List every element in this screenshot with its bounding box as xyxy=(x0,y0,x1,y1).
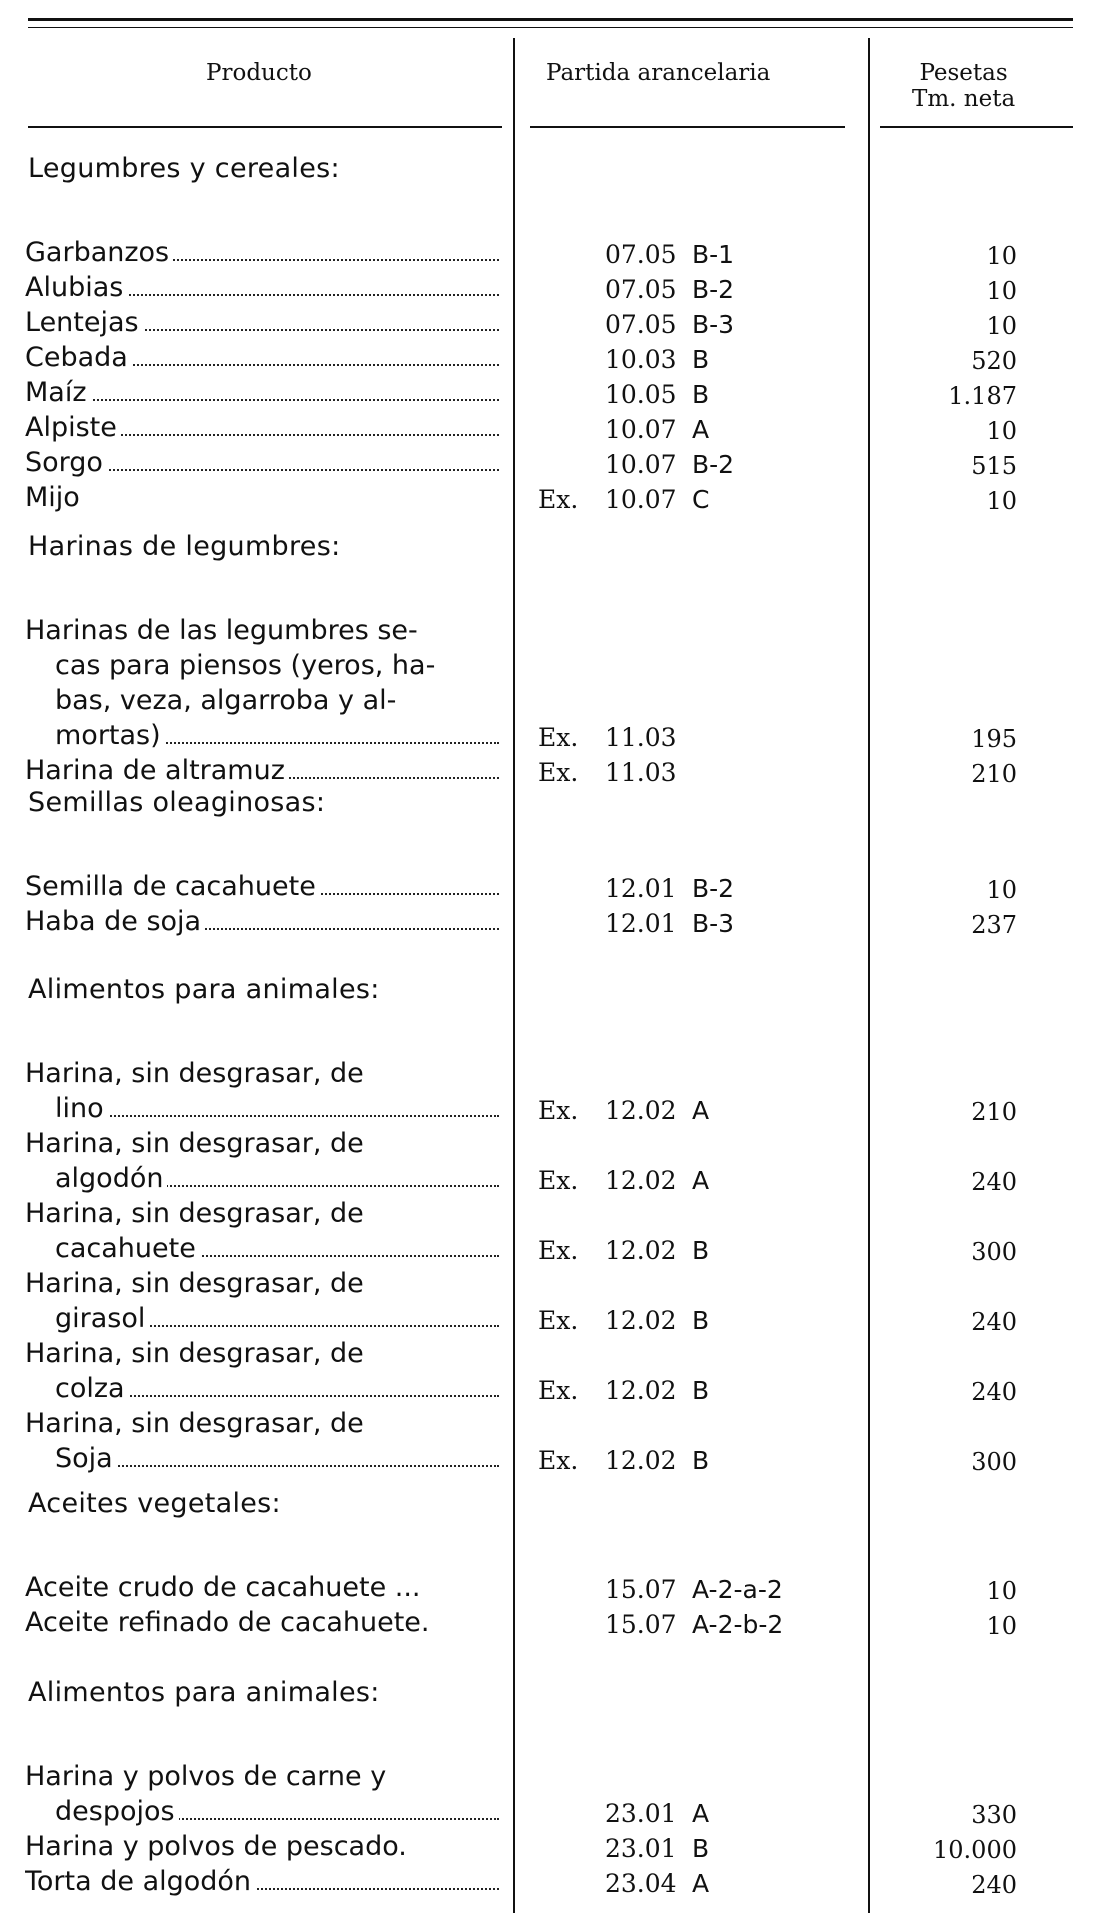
partida-subcode: A xyxy=(692,1799,710,1828)
pesetas-value: 10 xyxy=(986,417,1017,445)
pesetas-value: 10 xyxy=(986,277,1017,305)
pesetas-value: 240 xyxy=(971,1308,1017,1336)
product-name: Harina y polvos de pescado. xyxy=(25,1831,411,1862)
pesetas-value: 515 xyxy=(971,452,1017,480)
pesetas-value: 210 xyxy=(971,1098,1017,1126)
product-name: Harinas de las legumbres se- xyxy=(25,615,418,646)
product-name: cacahuete xyxy=(55,1233,200,1264)
product-cell xyxy=(25,412,499,443)
ex-prefix: Ex. xyxy=(538,1306,579,1335)
partida-subcode: B xyxy=(692,1834,710,1863)
product-cell xyxy=(55,650,499,681)
product-cell xyxy=(25,237,499,268)
ex-prefix: Ex. xyxy=(538,1446,579,1475)
pesetas-value: 520 xyxy=(971,347,1017,375)
product-cell xyxy=(25,755,499,786)
product-name: Alpiste xyxy=(25,412,121,443)
product-cell xyxy=(25,1058,499,1089)
pesetas-value: 300 xyxy=(971,1238,1017,1266)
product-cell xyxy=(55,685,499,716)
product-cell xyxy=(25,871,499,902)
product-name: Torta de algodón xyxy=(25,1866,255,1897)
product-name: Mijo xyxy=(25,482,84,513)
product-name: Alubias xyxy=(25,272,127,303)
pesetas-value: 300 xyxy=(971,1448,1017,1476)
partida-subcode: C xyxy=(692,485,710,514)
top-rule-thick xyxy=(28,18,1073,21)
product-cell xyxy=(25,1831,499,1862)
partida-subcode: B-3 xyxy=(692,310,735,339)
ex-prefix: Ex. xyxy=(538,1096,579,1125)
ex-prefix: Ex. xyxy=(538,1166,579,1195)
product-name: Aceite crudo de cacahuete ... xyxy=(25,1572,425,1603)
partida-code: 11.03 xyxy=(605,723,677,752)
partida-subcode: B-2 xyxy=(692,874,735,903)
pesetas-value: 240 xyxy=(971,1871,1017,1899)
product-name: Haba de soja xyxy=(25,906,205,937)
pesetas-value: 10 xyxy=(986,487,1017,515)
partida-code: 12.02 xyxy=(605,1446,677,1475)
product-cell xyxy=(25,377,499,408)
product-name: Harina y polvos de carne y xyxy=(25,1761,387,1792)
product-name: lino xyxy=(55,1093,108,1124)
product-cell xyxy=(25,342,499,373)
product-name: bas, veza, algarroba y al- xyxy=(55,685,397,716)
section-title: Semillas oleaginosas: xyxy=(28,787,326,818)
header-underline-partida xyxy=(530,126,845,128)
header-partida: Partida arancelaria xyxy=(546,60,771,86)
pesetas-value: 1.187 xyxy=(948,382,1017,410)
partida-code: 10.07 xyxy=(605,415,677,444)
section-title: Legumbres y cereales: xyxy=(28,153,340,184)
partida-code: 12.02 xyxy=(605,1306,677,1335)
product-name: Soja xyxy=(55,1443,117,1474)
ex-prefix: Ex. xyxy=(538,485,579,514)
column-separator-2 xyxy=(868,38,870,1913)
header-producto: Producto xyxy=(206,60,312,86)
partida-code: 10.05 xyxy=(605,380,677,409)
pesetas-value: 10 xyxy=(986,1612,1017,1640)
product-cell xyxy=(55,1093,499,1124)
dot-leader xyxy=(25,399,499,401)
partida-code: 10.03 xyxy=(605,345,677,374)
partida-subcode: B-2 xyxy=(692,450,735,479)
header-underline-producto xyxy=(28,126,502,128)
product-name: Harina, sin desgrasar, de xyxy=(25,1198,364,1229)
partida-code: 23.01 xyxy=(605,1834,677,1863)
product-cell xyxy=(25,1128,499,1159)
product-name: Lentejas xyxy=(25,307,143,338)
product-cell xyxy=(55,1373,499,1404)
partida-code: 12.01 xyxy=(605,874,677,903)
partida-code: 12.02 xyxy=(605,1096,677,1125)
section-title: Harinas de legumbres: xyxy=(28,531,341,562)
section-title: Alimentos para animales: xyxy=(28,1677,380,1708)
pesetas-value: 10 xyxy=(986,312,1017,340)
product-cell xyxy=(25,1338,499,1369)
product-name: Semilla de cacahuete xyxy=(25,871,320,902)
partida-subcode: B xyxy=(692,1236,710,1265)
section-title: Alimentos para animales: xyxy=(28,974,380,1005)
pesetas-value: 237 xyxy=(971,911,1017,939)
product-cell xyxy=(25,1607,499,1638)
header-pesetas xyxy=(912,60,1015,112)
ex-prefix: Ex. xyxy=(538,758,579,787)
dot-leader xyxy=(55,1115,499,1117)
product-name: Harina, sin desgrasar, de xyxy=(25,1128,364,1159)
product-name: colza xyxy=(55,1373,129,1404)
header-pesetas-line1: Pesetas xyxy=(919,60,1008,86)
header-underline-pesetas xyxy=(880,126,1073,128)
partida-subcode: A-2-b-2 xyxy=(692,1610,784,1639)
partida-code: 12.02 xyxy=(605,1236,677,1265)
ex-prefix: Ex. xyxy=(538,1376,579,1405)
partida-subcode: B-2 xyxy=(692,275,735,304)
partida-code: 12.02 xyxy=(605,1166,677,1195)
product-name: Sorgo xyxy=(25,447,107,478)
partida-code: 23.01 xyxy=(605,1799,677,1828)
product-cell xyxy=(25,1761,499,1792)
product-name: Aceite refinado de cacahuete. xyxy=(25,1607,434,1638)
partida-code: 12.01 xyxy=(605,909,677,938)
header-pesetas-line2: Tm. neta xyxy=(912,86,1016,112)
product-cell xyxy=(25,1572,499,1603)
pesetas-value: 10 xyxy=(986,242,1017,270)
pesetas-value: 210 xyxy=(971,760,1017,788)
product-name: Harina de altramuz xyxy=(25,755,289,786)
partida-subcode: B-1 xyxy=(692,240,735,269)
product-cell xyxy=(25,482,499,513)
partida-subcode: B xyxy=(692,1306,710,1335)
product-name: Harina, sin desgrasar, de xyxy=(25,1058,364,1089)
product-cell xyxy=(25,272,499,303)
product-cell xyxy=(55,1233,499,1264)
product-name: despojos xyxy=(55,1796,179,1827)
partida-subcode: B xyxy=(692,380,710,409)
product-name: Cebada xyxy=(25,342,132,373)
product-cell xyxy=(25,1268,499,1299)
product-cell xyxy=(25,615,499,646)
product-cell xyxy=(25,447,499,478)
product-cell xyxy=(55,1303,499,1334)
pesetas-value: 330 xyxy=(971,1801,1017,1829)
partida-subcode: B xyxy=(692,345,710,374)
partida-subcode: A xyxy=(692,1096,710,1125)
partida-code: 23.04 xyxy=(605,1869,677,1898)
product-name: Garbanzos xyxy=(25,237,173,268)
partida-code: 12.02 xyxy=(605,1376,677,1405)
product-cell xyxy=(25,1198,499,1229)
partida-code: 07.05 xyxy=(605,275,677,304)
partida-code: 15.07 xyxy=(605,1610,677,1639)
partida-subcode: A xyxy=(692,1166,710,1195)
product-cell xyxy=(25,906,499,937)
product-name: Harina, sin desgrasar, de xyxy=(25,1408,364,1439)
pesetas-value: 240 xyxy=(971,1168,1017,1196)
dot-leader xyxy=(55,1465,499,1467)
section-title: Aceites vegetales: xyxy=(28,1488,281,1519)
partida-code: 10.07 xyxy=(605,450,677,479)
ex-prefix: Ex. xyxy=(538,723,579,752)
pesetas-value: 240 xyxy=(971,1378,1017,1406)
product-cell xyxy=(25,307,499,338)
ex-prefix: Ex. xyxy=(538,1236,579,1265)
partida-code: 11.03 xyxy=(605,758,677,787)
product-name: mortas) xyxy=(55,720,165,751)
partida-subcode: A xyxy=(692,415,710,444)
top-rule-thin xyxy=(28,27,1073,28)
partida-code: 10.07 xyxy=(605,485,677,514)
product-cell xyxy=(25,1408,499,1439)
product-cell xyxy=(25,1866,499,1897)
product-name: cas para piensos (yeros, ha- xyxy=(55,650,436,681)
product-cell xyxy=(55,1163,499,1194)
product-name: Harina, sin desgrasar, de xyxy=(25,1268,364,1299)
product-name: girasol xyxy=(55,1303,149,1334)
column-separator-1 xyxy=(513,38,515,1913)
partida-subcode: A xyxy=(692,1869,710,1898)
partida-subcode: B xyxy=(692,1376,710,1405)
product-name: Maíz xyxy=(25,377,91,408)
pesetas-value: 10 xyxy=(986,1577,1017,1605)
partida-subcode: B xyxy=(692,1446,710,1475)
partida-code: 15.07 xyxy=(605,1575,677,1604)
partida-code: 07.05 xyxy=(605,310,677,339)
product-cell xyxy=(55,1443,499,1474)
product-cell xyxy=(55,720,499,751)
product-name: algodón xyxy=(55,1163,167,1194)
partida-subcode: A-2-a-2 xyxy=(692,1575,783,1604)
partida-code: 07.05 xyxy=(605,240,677,269)
product-name: Harina, sin desgrasar, de xyxy=(25,1338,364,1369)
partida-subcode: B-3 xyxy=(692,909,735,938)
pesetas-value: 10 xyxy=(986,876,1017,904)
pesetas-value: 195 xyxy=(971,725,1017,753)
product-cell xyxy=(55,1796,499,1827)
pesetas-value: 10.000 xyxy=(933,1836,1017,1864)
